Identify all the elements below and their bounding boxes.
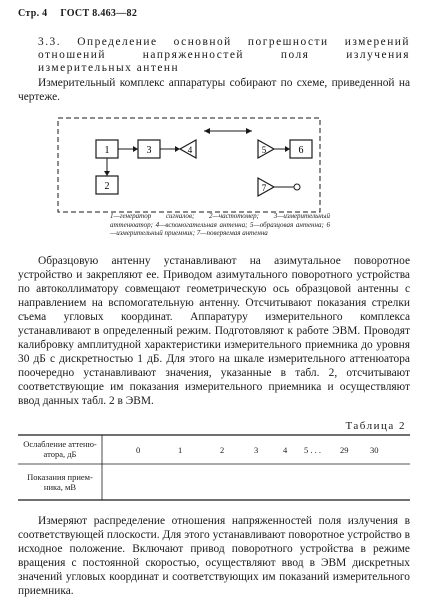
table-label: Таблица 2 xyxy=(345,420,406,432)
antenna-5-label: 5 xyxy=(261,145,267,155)
paragraph-intro: Измерительный комплекс аппаратуры собирают по схеме, приведенной на чертеже. xyxy=(18,77,410,103)
table-cell: 0 xyxy=(136,445,141,455)
table-header-readings xyxy=(20,472,100,492)
block-6-label: 6 xyxy=(298,145,304,156)
page-header xyxy=(18,8,147,19)
table-cell: 5 . . . xyxy=(304,445,321,455)
table-header-attenuation-line2: атора, дБ xyxy=(43,449,77,459)
paragraph-measurement: Измеряют распределение отношения напряженностей поля излучения в соответствующей плоскости. Для этого устанавливают поворотное устройство в исходное положение. Включают привод поворотного устройства в режиме вращения с постоянной скоростью, осуществляют ввод в ЭВМ дискретных значений угловых координат и соответствующих им показаний измерительного приемника. xyxy=(18,515,410,597)
section-heading: 3.3. Определение основной погрешности измерений отношений напряженностей поля излучения измерительных антенн xyxy=(38,36,410,74)
table-cell: 30 xyxy=(370,445,379,455)
dashed-frame xyxy=(58,118,320,212)
terminal xyxy=(294,184,300,190)
table-header-attenuation xyxy=(20,439,100,459)
table-cell: 1 xyxy=(178,445,183,455)
table-cell: 4 xyxy=(283,445,288,455)
block-3-label: 3 xyxy=(146,145,152,156)
table-cell: 3 xyxy=(254,445,259,455)
block-1-label: 1 xyxy=(104,145,110,156)
table-header-attenuation-line1: Ослабление аттеню- xyxy=(23,439,97,449)
paragraph-procedure: Образцовую антенну устанавливают на азимутальное поворотное устройство и закрепляют ее. Приводом азимутального поворотного устройства по автоколлиматору совмещают геометрическую ось образцовой антенны с направлением на вспомогательную антенну. Отсчитывают показания стрелки съема угловых координат. Аппаратуру измерительного комплекса устанавливают в определенный режим. Подготовляют к работе ЭВМ. Проводят калибровку амплитудной характеристики измерительного приемника до уровня 30 дБ с дискретностью 1 дБ. Для этого на шкале измерительного аттенюатора поочередно устанавливают значения, указанные в табл. 2, отсчитывают соответствующие им показания измерительного приемника и осуществляют ввод данных табл. 2 в ЭВМ. xyxy=(18,255,410,407)
antenna-4-label: 4 xyxy=(187,145,193,155)
block-2-label: 2 xyxy=(104,181,110,192)
standard-code: ГОСТ 8.463—82 xyxy=(60,8,138,19)
page-number: Стр. 4 xyxy=(18,8,48,19)
table-header-readings-line1: Показания прием- xyxy=(27,472,93,482)
table-cell: 2 xyxy=(220,445,225,455)
diagram-caption: 1—генератор сигналов; 2—частотомер; 3—измерительный аттенюатор; 4—вспомогательная антенна; 5—образцовая антенна; 6—измерительный приемник; 7—поверяемая антенна xyxy=(110,212,330,237)
table-cell: 29 xyxy=(340,445,349,455)
table-header-readings-line2: ника, мВ xyxy=(43,482,77,492)
antenna-7-label: 7 xyxy=(261,183,267,193)
